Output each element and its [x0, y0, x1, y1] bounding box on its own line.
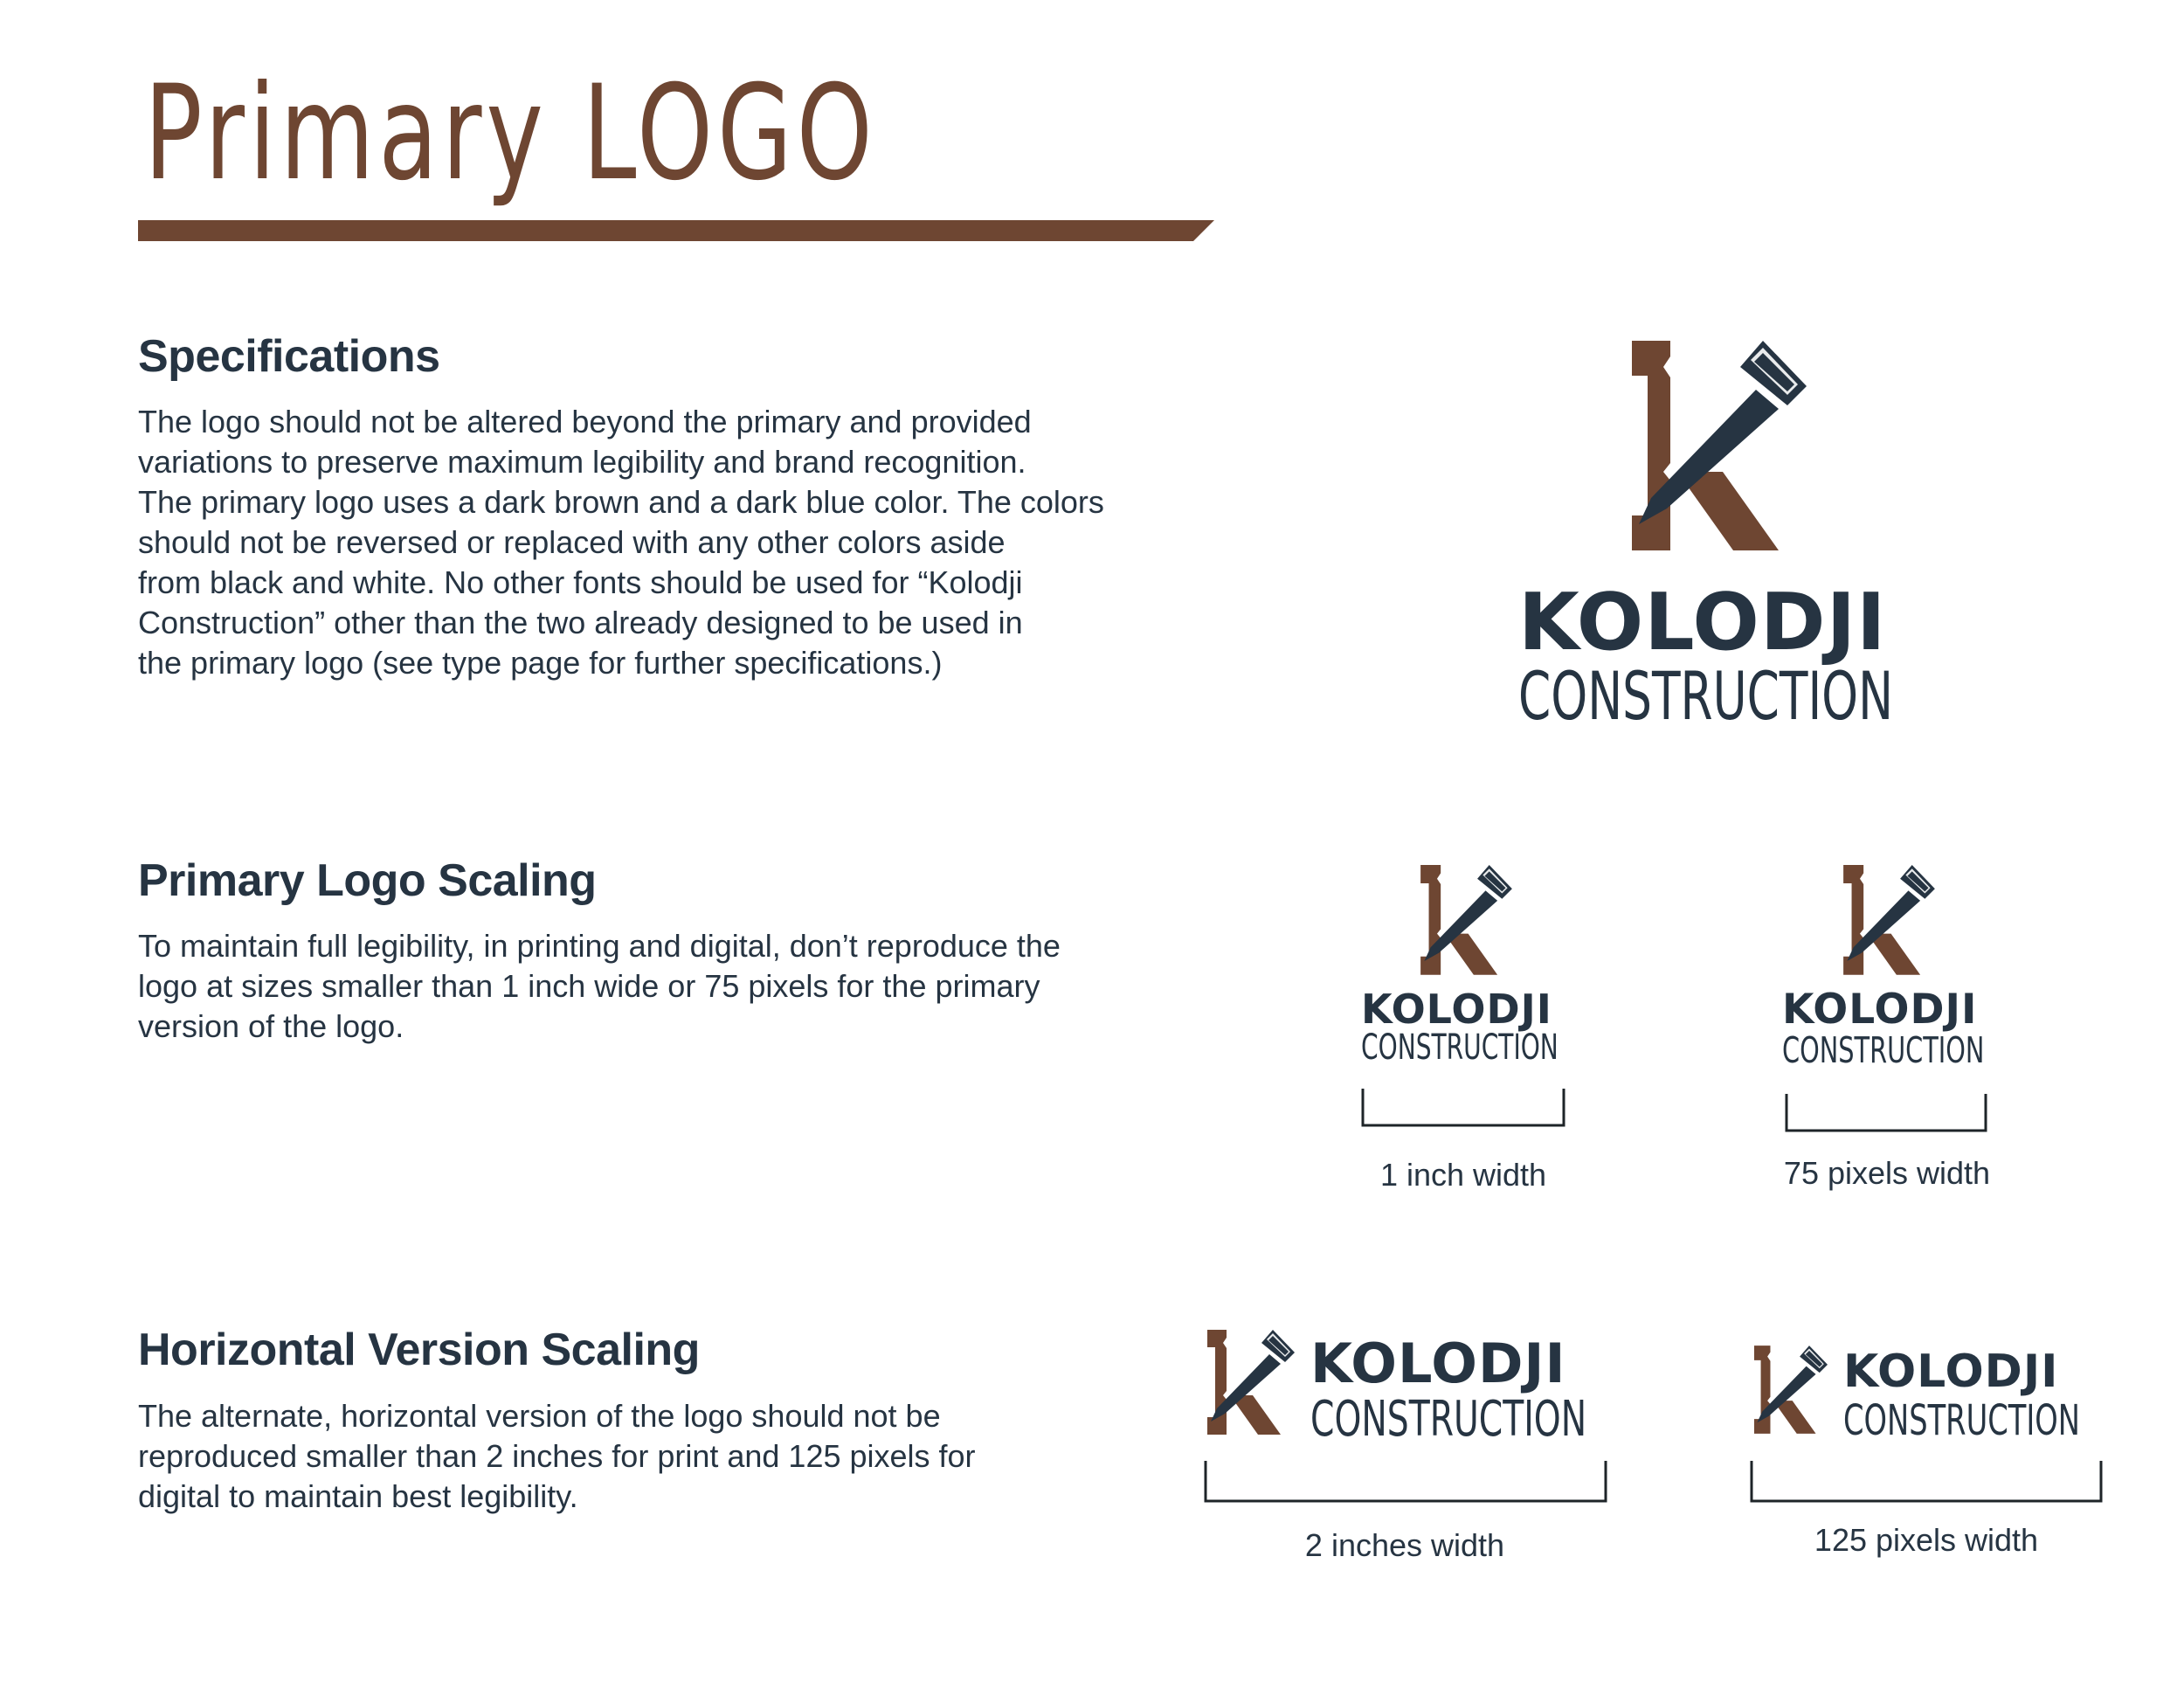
- horizontal-scaling-line: digital to maintain best legibility.: [138, 1478, 578, 1514]
- width-bracket: [1361, 1089, 1565, 1129]
- k-nail-mark-icon: [1420, 865, 1512, 980]
- logo-subtitle: CONSTRUCTION: [1518, 657, 1894, 735]
- logo-subtitle: CONSTRUCTION: [1310, 1391, 1587, 1448]
- horizontal-scaling-body: [138, 1396, 976, 1517]
- caption-75-px: 75 pixels width: [1783, 1155, 1991, 1191]
- caption-1-inch: 1 inch width: [1379, 1157, 1547, 1193]
- k-nail-mark-icon: [1632, 341, 1807, 561]
- logo-subtitle: CONSTRUCTION: [1361, 1027, 1559, 1068]
- specifications-line: The logo should not be altered beyond the primary and provided: [138, 404, 1032, 439]
- logo-name: KOLODJI: [1361, 986, 1552, 1033]
- specifications-line: Construction” other than the two already designed to be used in: [138, 605, 1023, 640]
- primary-scaling-line: version of the logo.: [138, 1008, 404, 1044]
- horizontal-scaling-heading: Horizontal Version Scaling: [138, 1325, 700, 1375]
- caption-125-px: 125 pixels width: [1814, 1522, 2039, 1558]
- specifications-line: variations to preserve maximum legibility and brand recognition.: [138, 444, 1026, 480]
- k-nail-mark-icon: [1207, 1330, 1295, 1440]
- specifications-line: The primary logo uses a dark brown and a dark blue color. The colors: [138, 484, 1104, 520]
- width-bracket: [1204, 1461, 1607, 1505]
- horizontal-logo-125-px: [1754, 1346, 2104, 1445]
- specifications-body: [138, 402, 1104, 683]
- page-title: Primary LOGO: [144, 58, 877, 210]
- primary-logo-1-inch: [1361, 865, 1571, 1066]
- caption-2-inches: 2 inches width: [1304, 1527, 1505, 1563]
- primary-scaling-body: [138, 926, 1061, 1047]
- logo-name: KOLODJI: [1843, 1346, 2059, 1398]
- logo-name: KOLODJI: [1782, 986, 1978, 1034]
- title-underline: [138, 220, 1214, 241]
- logo-name: KOLODJI: [1518, 577, 1887, 668]
- k-nail-mark-icon: [1843, 865, 1935, 980]
- horizontal-scaling-line: The alternate, horizontal version of the logo should not be: [138, 1398, 941, 1434]
- primary-logo: [1518, 341, 1929, 734]
- primary-scaling-heading: Primary Logo Scaling: [138, 855, 597, 906]
- k-nail-mark-icon: [1754, 1346, 1828, 1438]
- primary-logo-75-px: [1782, 865, 2001, 1071]
- primary-scaling-line: To maintain full legibility, in printing and digital, don’t reproduce the: [138, 928, 1061, 964]
- logo-subtitle: CONSTRUCTION: [1843, 1396, 2080, 1445]
- logo-subtitle: CONSTRUCTION: [1782, 1029, 1985, 1071]
- horizontal-logo-2-inches: [1207, 1330, 1609, 1448]
- width-bracket: [1750, 1461, 2103, 1505]
- specifications-line: from black and white. No other fonts should be used for “Kolodji: [138, 564, 1023, 600]
- specifications-heading: Specifications: [138, 331, 440, 382]
- horizontal-scaling-line: reproduced smaller than 2 inches for print and 125 pixels for: [138, 1438, 976, 1474]
- primary-scaling-line: logo at sizes smaller than 1 inch wide or 75 pixels for the primary: [138, 968, 1040, 1004]
- logo-name: KOLODJI: [1310, 1332, 1566, 1395]
- specifications-line: should not be reversed or replaced with any other colors aside: [138, 524, 1006, 560]
- width-bracket: [1785, 1094, 1987, 1134]
- specifications-line: the primary logo (see type page for further specifications.): [138, 645, 943, 681]
